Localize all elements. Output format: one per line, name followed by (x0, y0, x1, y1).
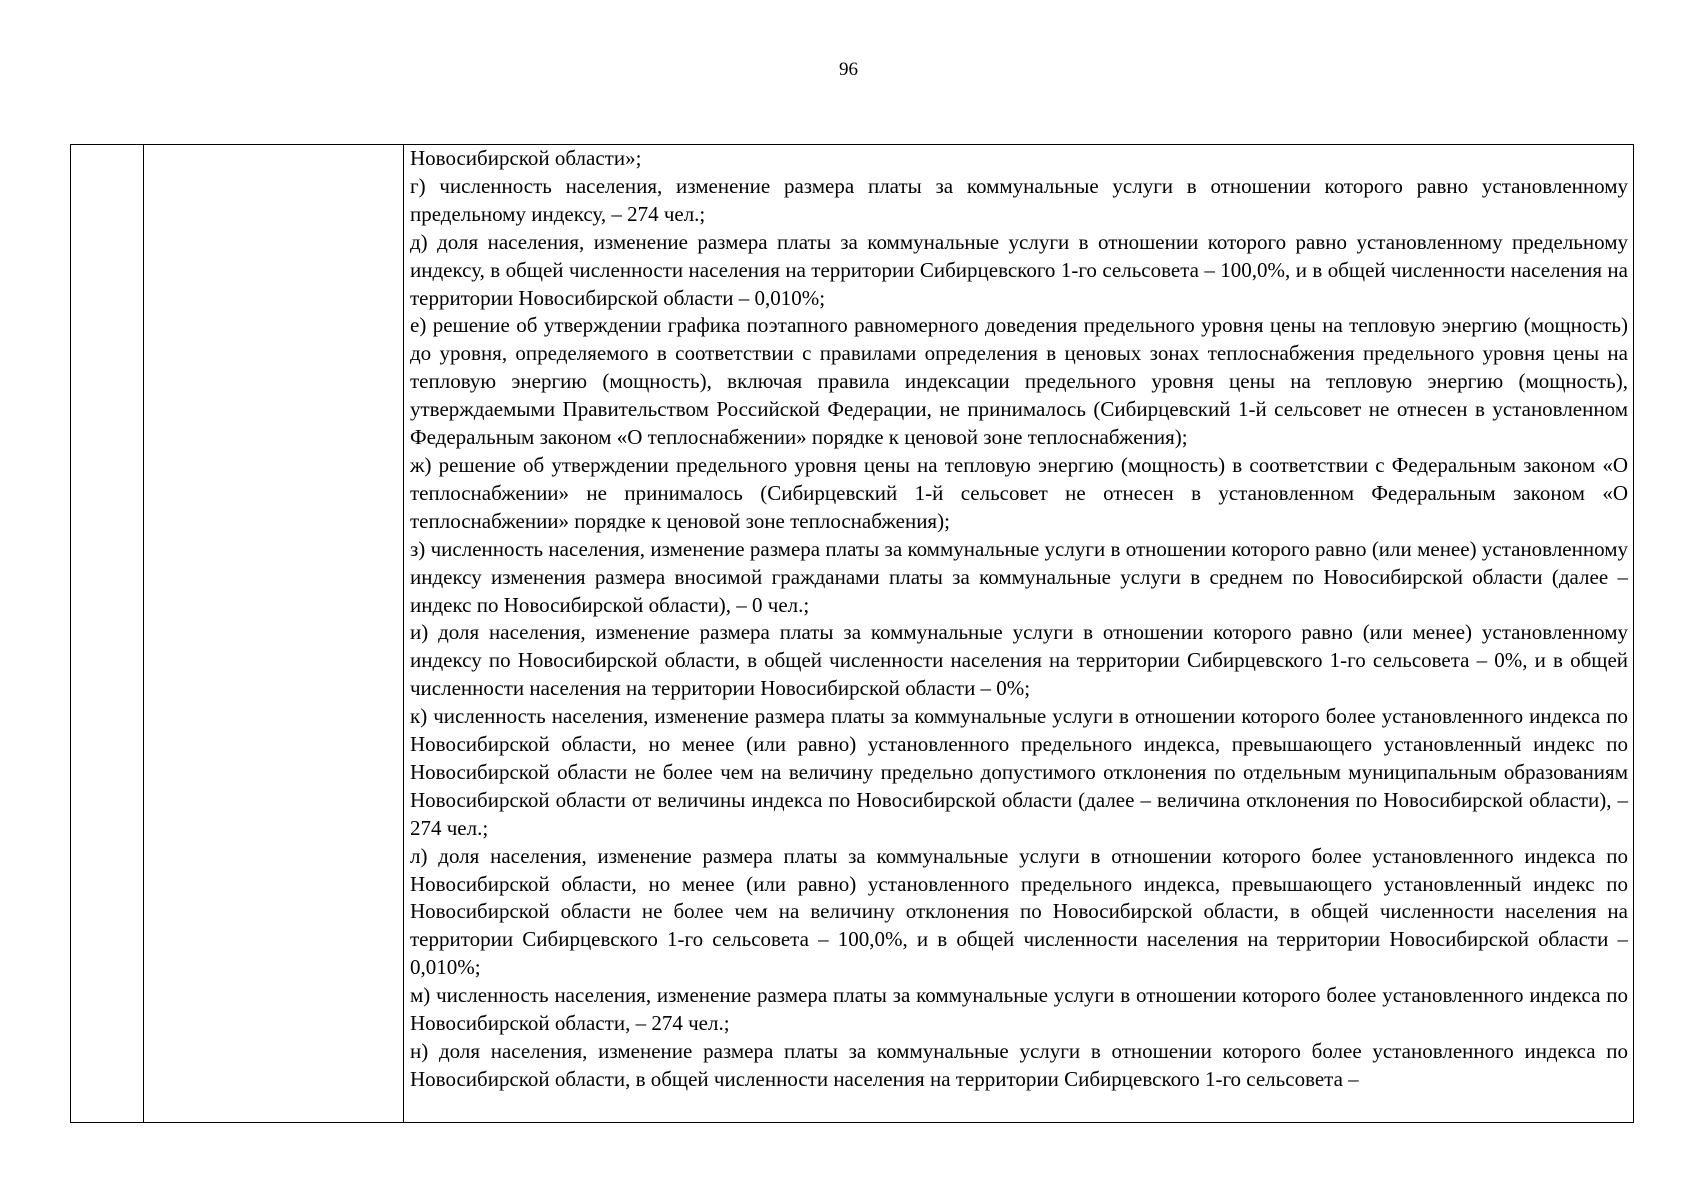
table-cell-name (144, 145, 404, 1123)
paragraph: Новосибирской области»; (410, 146, 642, 170)
paragraph-k: к) численность населения, изменение размера платы за коммунальные услуги в отношении которого более установленного индекса по Новосибирской области, но менее (или равно) установленного предельного индекса, превышающего установленный индекс по Новосибирской области не более чем на величину предельно допустимого отклонения по отдельным муниципальным образованиям Новосибирской области от величины индекса по Новосибирской области (далее – величина отклонения по Новосибирской области), – 274 чел.; (410, 704, 1628, 840)
paragraph-m: м) численность населения, изменение размера платы за коммунальные услуги в отношении которого более установленного индекса по Новосибирской области, – 274 чел.; (410, 983, 1628, 1036)
paragraph-z: з) численность населения, изменение размера платы за коммунальные услуги в отношении которого равно (или менее) установленному индексу изменения размера вносимой гражданами платы за коммунальные услуги в среднем по Новосибирской области (далее – индекс по Новосибирской области), – 0 чел.; (410, 536, 1628, 617)
page-number: 96 (839, 59, 858, 80)
paragraph-e: е) решение об утверждении графика поэтапного равномерного доведения предельного уровня цены на тепловую энергию (мощность) до уровня, определяемого в соответствии с правилами определения в ценовых зонах теплоснабжения предельного уровня цены на тепловую энергию (мощность), включая правила индексации предельного уровня цены на тепловую энергию (мощность), утверждаемыми Правительством Российской Федерации, не принималось (Сибирцевский 1-й сельсовет не отнесен в установленном Федеральным законом «О теплоснабжении» порядке к ценовой зоне теплоснабжения); (410, 313, 1628, 450)
table-cell-text (404, 145, 1634, 1123)
table-row (71, 145, 1634, 1123)
paragraph-d: д) доля населения, изменение размера платы за коммунальные услуги в отношении которого равно установленному предельному индексу, в общей численности населения на территории Сибирцевского 1-го сельсовета – 100,0%, и в общей численности населения на территории Новосибирской области – 0,010%; (410, 229, 1628, 310)
table-cell-number (71, 145, 144, 1123)
paragraph-zh: ж) решение об утверждении предельного уровня цены на тепловую энергию (мощность) в соответствии с Федеральным законом «О теплоснабжении» не принималось (Сибирцевский 1-й сельсовет не отнесен в установленном Федеральным законом «О теплоснабжении» порядке к ценовой зоне теплоснабжения); (410, 452, 1628, 533)
paragraph-i: и) доля населения, изменение размера платы за коммунальные услуги в отношении которого равно (или менее) установленному индексу по Новосибирской области, в общей численности населения на территории Сибирцевского 1-го сельсовета – 0%, и в общей численности населения на территории Новосибирской области – 0%; (410, 620, 1628, 701)
paragraph-n: н) доля населения, изменение размера платы за коммунальные услуги в отношении которого более установленного индекса по Новосибирской области, в общей численности населения на территории Сибирцевского 1-го сельсовета – (410, 1039, 1628, 1091)
paragraph-l: л) доля населения, изменение размера платы за коммунальные услуги в отношении которого более установленного индекса по Новосибирской области, но менее (или равно) установленного предельного индекса, превышающего установленный индекс по Новосибирской области не более чем на величину отклонения по Новосибирской области, в общей численности населения на территории Сибирцевского 1-го сельсовета – 100,0%, и в общей численности населения на территории Новосибирской области – 0,010%; (410, 843, 1628, 980)
paragraph-g: г) численность населения, изменение размера платы за коммунальные услуги в отношении которого равно установленному предельному индексу, – 274 чел.; (410, 173, 1628, 226)
content-table (70, 144, 1634, 1123)
